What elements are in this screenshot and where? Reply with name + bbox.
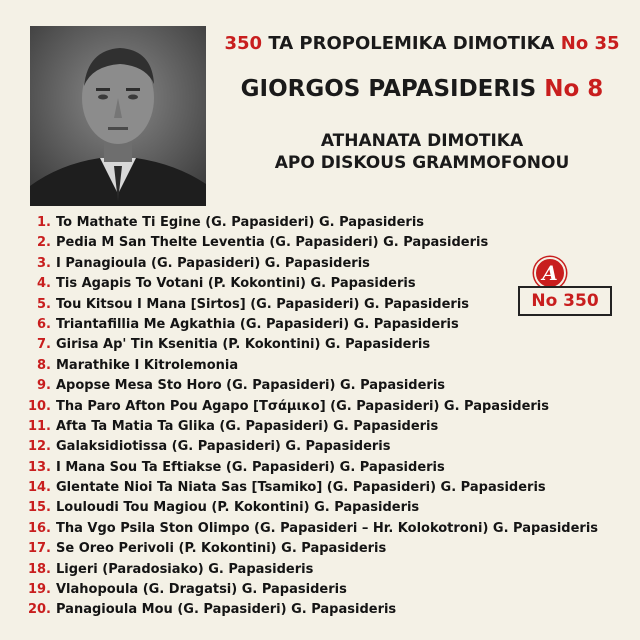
track-title: Girisa Ap' Tin Ksenitia (P. Kokontini) G. Papasideris <box>56 337 431 353</box>
track-row <box>20 397 620 417</box>
track-title: Vlahopoula (G. Dragatsi) G. Papasideris <box>56 582 347 598</box>
track-number: 18. <box>27 561 51 577</box>
track-title: I Panagioula (G. Papasideri) G. Papasideris <box>56 255 370 271</box>
track-row <box>20 600 620 620</box>
track-number: 11. <box>27 418 51 434</box>
track-row <box>20 295 620 315</box>
subtitle-line-1: ATHANATA DIMOTIKA <box>320 131 524 151</box>
artist-name: GIORGOS PAPASIDERIS <box>240 76 537 102</box>
album-subtitle <box>212 130 632 174</box>
track-number: 16. <box>27 520 51 536</box>
track-number: 7. <box>37 337 51 353</box>
track-number: 19. <box>27 582 51 598</box>
track-row <box>20 315 620 335</box>
track-title: Apopse Mesa Sto Horo (G. Papasideri) G. Papasideris <box>56 378 446 394</box>
track-row <box>20 356 620 376</box>
track-title: Se Oreo Perivoli (P. Kokontini) G. Papasideris <box>56 541 387 557</box>
catalog-number-badge: No 350 <box>518 286 612 316</box>
track-number: 5. <box>37 296 51 312</box>
track-title: Tha Vgo Psila Ston Olimpo (G. Papasideri – Hr. Kolokotroni) G. Papasideris <box>56 520 599 536</box>
subtitle-line-2: APO DISKOUS GRAMMOFONOU <box>274 153 570 173</box>
track-number: 20. <box>27 602 51 618</box>
artist-number: No 8 <box>544 76 604 102</box>
track-title: Tha Paro Afton Pou Agapo [Τσάμικο] (G. Papasideri) G. Papasideris <box>56 398 549 414</box>
track-number: 17. <box>27 541 51 557</box>
track-number: 4. <box>37 276 51 292</box>
track-number: 3. <box>37 255 51 271</box>
track-row <box>20 539 620 559</box>
track-row <box>20 560 620 580</box>
label-logo-icon: A <box>534 257 566 289</box>
track-row <box>20 417 620 437</box>
series-count: 350 <box>224 33 263 54</box>
track-number: 10. <box>27 398 51 414</box>
track-number: 14. <box>27 480 51 496</box>
track-title: I Mana Sou Ta Eftiakse (G. Papasideri) G. Papasideris <box>56 459 445 475</box>
track-number: 9. <box>37 378 51 394</box>
track-row <box>20 254 620 274</box>
artist-header <box>212 76 632 102</box>
track-list <box>20 213 620 621</box>
track-number: 13. <box>27 459 51 475</box>
track-number: 2. <box>37 235 51 251</box>
track-row <box>20 335 620 355</box>
track-title: Glentate Nioi Ta Niata Sas [Tsamiko] (G. Papasideri) G. Papasideris <box>56 480 546 496</box>
series-number: No 35 <box>560 33 620 54</box>
track-number: 12. <box>27 439 51 455</box>
artist-portrait <box>30 26 206 206</box>
track-row <box>20 213 620 233</box>
track-number: 6. <box>37 316 51 332</box>
track-title: Panagioula Mou (G. Papasideri) G. Papasideris <box>56 602 397 618</box>
track-title: Triantafillia Me Agkathia (G. Papasideri) G. Papasideris <box>56 316 459 332</box>
track-row <box>20 233 620 253</box>
track-number: 15. <box>27 500 51 516</box>
track-row <box>20 498 620 518</box>
track-title: Louloudi Tou Magiou (P. Kokontini) G. Papasideris <box>56 500 420 516</box>
track-row <box>20 274 620 294</box>
track-title: Marathike I Kitrolemonia <box>56 357 239 373</box>
track-number: 8. <box>37 357 51 373</box>
track-title: To Mathate Ti Egine (G. Papasideri) G. Papasideris <box>56 215 425 230</box>
track-row <box>20 458 620 478</box>
track-number: 1. <box>37 215 51 230</box>
track-title: Tis Agapis To Votani (P. Kokontini) G. Papasideris <box>56 276 416 292</box>
track-row <box>20 437 620 457</box>
track-title: Pedia M San Thelte Leventia (G. Papasideri) G. Papasideris <box>56 235 489 251</box>
track-row <box>20 376 620 396</box>
track-title: Ligeri (Paradosiako) G. Papasideris <box>56 561 314 577</box>
track-row <box>20 580 620 600</box>
track-row <box>20 519 620 539</box>
track-title: Galaksidiotissa (G. Papasideri) G. Papasideris <box>56 439 391 455</box>
track-row <box>20 478 620 498</box>
series-title: TA PROPOLEMIKA DIMOTIKA <box>268 33 555 54</box>
track-title: Tou Kitsou I Mana [Sirtos] (G. Papasideri) G. Papasideris <box>56 296 470 312</box>
track-title: Afta Ta Matia Ta Glika (G. Papasideri) G. Papasideris <box>56 418 439 434</box>
series-header <box>212 33 632 54</box>
